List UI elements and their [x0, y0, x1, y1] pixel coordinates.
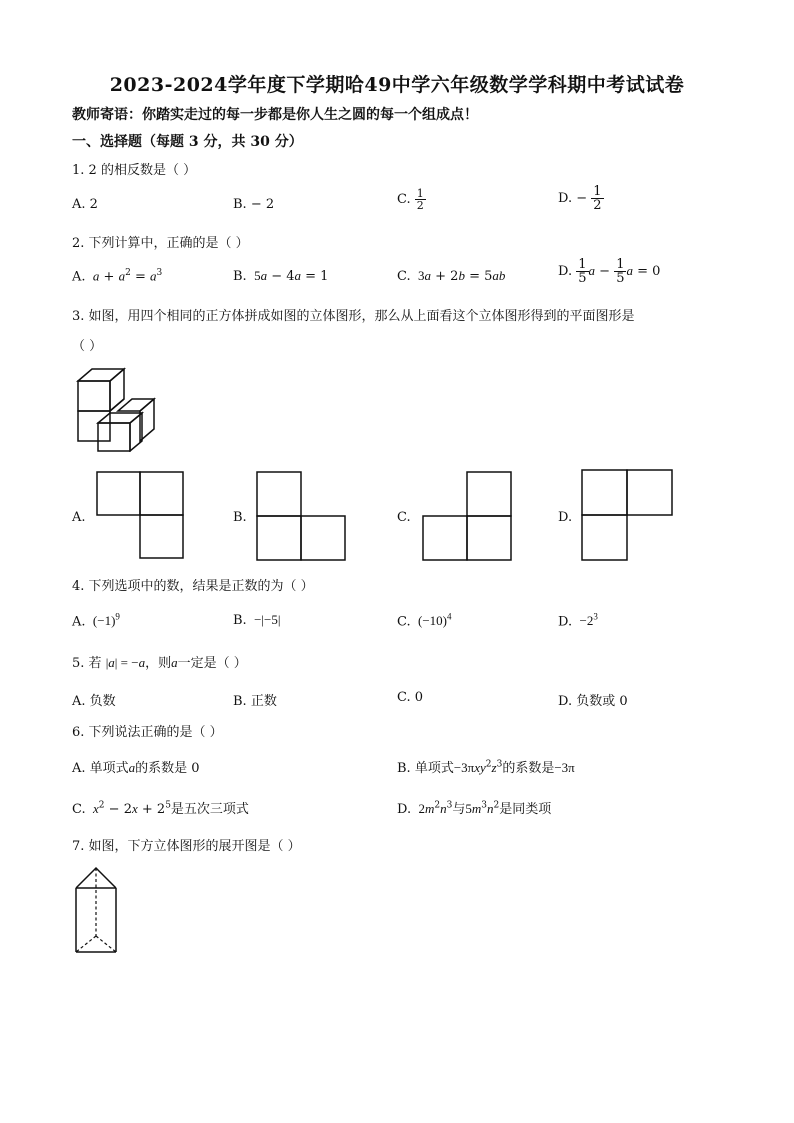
- q1-c-num: 1: [416, 187, 424, 200]
- q5-stem-mid: ，则: [145, 656, 172, 671]
- q2-option-a: A. $a + a^2 = a^3$: [72, 268, 163, 285]
- question-3-stem: 3. 如图，用四个相同的正方体拼成如图的立体图形，那么从上面看这个立体图形得到的平面图形是: [72, 309, 635, 324]
- q1-c-den: 2: [416, 199, 424, 212]
- q6-option-c: C. $x^2 - 2x + 2^5$是五次三项式: [72, 800, 249, 817]
- q6-c-post: 是五次三项式: [170, 802, 249, 817]
- q6-option-b: B. 单项式$-3\pi xy^2z^3$的系数是−3π: [397, 759, 575, 776]
- question-1-stem: 1. 2 的相反数是（ ）: [72, 163, 197, 178]
- q3-option-c-figure: [422, 471, 514, 563]
- q3-option-d-label: D.: [558, 510, 573, 525]
- q6-c-label: C.: [72, 802, 86, 817]
- question-4-stem: 4. 下列选项中的数，结果是正数的为（ ）: [72, 579, 314, 594]
- q1-option-d: [558, 185, 604, 212]
- q2-option-b: B. 5a − 4a = 1: [233, 268, 329, 284]
- q6-a-pre: A. 单项式: [72, 761, 129, 776]
- question-5-stem: 5. 若 |a| = −a，则a一定是（ ）: [72, 655, 247, 671]
- q1-option-a: A. 2: [72, 197, 98, 212]
- q6-a-post: 的系数是 0: [135, 761, 200, 776]
- q4-a-label: A.: [72, 614, 86, 630]
- q6-d-mid: 与: [452, 802, 466, 817]
- q6-b-post: 的系数是: [502, 761, 555, 776]
- q5-option-b: B. 正数: [233, 694, 277, 709]
- q2-option-d: D. $\frac{1}{5}$ a − $\frac{1}{5}$ a = 0: [558, 257, 661, 286]
- q1-c-fraction: [415, 188, 426, 211]
- q5-option-a: A. 负数: [72, 694, 116, 709]
- q3-option-d-figure: [581, 469, 675, 563]
- question-6-stem: 6. 下列说法正确的是（ ）: [72, 725, 223, 740]
- q6-b-end: −3π: [554, 760, 575, 775]
- q1-option-b: B. − 2: [233, 197, 275, 212]
- q3-option-a-figure: [96, 471, 186, 561]
- q4-option-a: A. $(-1)^9$: [72, 612, 120, 630]
- q6-option-a: A. 单项式a的系数是 0: [72, 760, 200, 776]
- q5-stem-pre: 5. 若: [72, 656, 102, 671]
- q2-c-label: C.: [397, 269, 411, 284]
- q5-option-d: D. 负数或 0: [558, 694, 628, 709]
- q3-option-b-figure: [256, 471, 348, 563]
- q6-option-d: D. $2m^2n^3$与$5m^3n^2$是同类项: [397, 800, 552, 817]
- q1-c-label: C.: [397, 192, 411, 207]
- q5-stem-end: 一定是（ ）: [177, 656, 247, 671]
- question-7-stem: 7. 如图，下方立体图形的展开图是（ ）: [72, 839, 301, 854]
- q3-cube-figure: [72, 362, 162, 452]
- question-3-stem-cont: （ ）: [72, 339, 103, 354]
- q2-option-c: C. 3a + 2b = 5ab: [397, 268, 506, 284]
- q2-a-label: A.: [72, 269, 86, 285]
- q3-option-c-label: C.: [397, 510, 411, 525]
- q4-b-label: B.: [233, 613, 247, 628]
- q1-d-fraction: [591, 185, 603, 212]
- q4-option-c: C. $(-10)^4$: [397, 612, 452, 630]
- q4-option-d: D. $-2^3$: [558, 612, 598, 630]
- q2-b-label: B.: [233, 269, 247, 284]
- q6-d-label: D.: [397, 802, 412, 817]
- teacher-motto: 教师寄语：你踏实走过的每一步都是你人生之圆的每一个组成点！: [72, 107, 478, 123]
- q6-d-post: 是同类项: [499, 802, 552, 817]
- q3-option-a-label: A.: [72, 510, 86, 525]
- page-title: 2023-2024学年度下学期哈49中学六年级数学学科期中考试试卷: [109, 74, 685, 96]
- q4-d-label: D.: [558, 614, 573, 630]
- q4-option-b: B. −|−5|: [233, 612, 281, 628]
- q5-option-c: C. 0: [397, 690, 424, 705]
- q4-c-label: C.: [397, 614, 411, 630]
- q1-d-num: 1: [593, 184, 602, 199]
- q1-d-label: D. −: [558, 191, 588, 206]
- question-2-stem: 2. 下列计算中，正确的是（ ）: [72, 236, 249, 251]
- q3-option-b-label: B.: [233, 510, 247, 525]
- section-heading: 一、选择题（每题 3 分，共 30 分）: [72, 134, 303, 150]
- q7-prism-figure: [72, 864, 122, 956]
- q2-d-label: D.: [558, 264, 573, 279]
- q1-option-c: [397, 188, 426, 211]
- q1-d-den: 2: [593, 198, 602, 213]
- q6-b-pre: B. 单项式: [397, 761, 454, 776]
